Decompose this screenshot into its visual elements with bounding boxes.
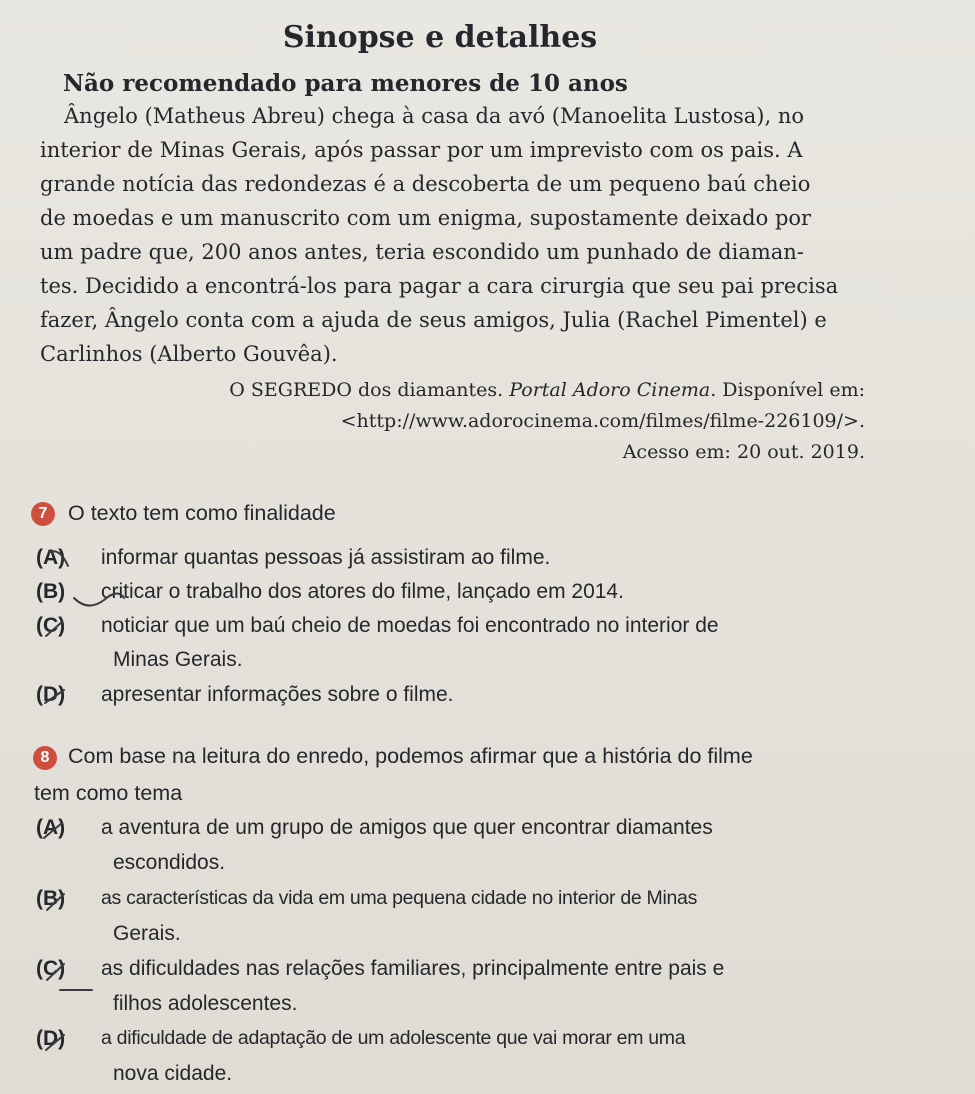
pencil-mark [44, 823, 62, 838]
pencil-mark [50, 551, 68, 566]
citation-line: O SEGREDO dos diamantes. Portal Adoro Cinema. Disponível em: [229, 379, 865, 401]
question-8-prompt-continuation: tem como tema [34, 781, 183, 805]
q7-option-a-letter: (A) [36, 546, 66, 569]
q8-option-b-letter: (B) [36, 887, 66, 910]
q8-option-b-continuation: Gerais. [113, 922, 181, 945]
q8-option-a: a aventura de um grupo de amigos que quer encontrar diamantes [101, 816, 713, 839]
synopsis-line: grande notícia das redondezas é a descoberta de um pequeno baú cheio [40, 172, 811, 196]
q8-option-a-continuation: escondidos. [113, 851, 226, 874]
q7-option-d-letter: (D) [36, 683, 66, 706]
question-8-badge: 8 [33, 746, 57, 770]
q8-option-c-continuation: filhos adolescentes. [113, 992, 298, 1015]
synopsis-line: tes. Decidido a encontrá-los para pagar a cara cirurgia que seu pai precisa [40, 274, 839, 298]
q7-option-b-letter: (B) [36, 580, 66, 603]
q7-option-c-continuation: Minas Gerais. [113, 648, 243, 671]
pencil-mark [46, 1035, 64, 1050]
synopsis-line: fazer, Ângelo conta com a ajuda de seus amigos, Julia (Rachel Pimentel) e [40, 308, 827, 332]
pencil-mark [47, 894, 64, 910]
q8-option-c-letter: (C) [36, 957, 66, 980]
synopsis-line: um padre que, 200 anos antes, teria escondido um punhado de diaman- [40, 240, 804, 264]
question-7-prompt: O texto tem como finalidade [68, 501, 336, 525]
pencil-mark [74, 593, 124, 605]
q8-option-c: as dificuldades nas relações familiares, principalmente entre pais e [101, 957, 725, 980]
synopsis-line: de moedas e um manuscrito com um enigma, supostamente deixado por [40, 206, 812, 230]
q7-option-c: noticiar que um baú cheio de moedas foi encontrado no interior de [101, 614, 719, 637]
q8-option-a-letter: (A) [36, 816, 66, 839]
question-8-prompt: Com base na leitura do enredo, podemos afirmar que a história do filme [68, 744, 753, 768]
q7-option-b: criticar o trabalho dos atores do filme, lançado em 2014. [101, 580, 624, 603]
age-rating: Não recomendado para menores de 10 anos [63, 70, 628, 97]
pencil-mark [46, 622, 62, 636]
q7-option-a: informar quantas pessoas já assistiram ao filme. [101, 546, 551, 569]
pencil-mark [47, 964, 64, 980]
synopsis-line: Ângelo (Matheus Abreu) chega à casa da avó (Manoelita Lustosa), no [64, 104, 805, 128]
q8-option-d-letter: (D) [36, 1027, 66, 1050]
q8-option-d-continuation: nova cidade. [113, 1062, 233, 1085]
q8-option-d: a dificuldade de adaptação de um adolescente que vai morar em uma [101, 1027, 686, 1049]
pencil-mark [45, 690, 64, 703]
synopsis-line: interior de Minas Gerais, após passar por um imprevisto com os pais. A [40, 138, 803, 162]
q7-option-d: apresentar informações sobre o filme. [101, 683, 454, 706]
q7-option-c-letter: (C) [36, 614, 66, 637]
section-title: Sinopse e detalhes [282, 20, 598, 55]
question-7-badge: 7 [31, 502, 55, 526]
q8-option-b: as características da vida em uma pequena cidade no interior de Minas [101, 887, 698, 909]
citation-access-date: Acesso em: 20 out. 2019. [622, 441, 865, 463]
publication-name: Portal Adoro Cinema [509, 379, 711, 401]
synopsis-line: Carlinhos (Alberto Gouvêa). [40, 342, 338, 366]
citation-url: <http://www.adorocinema.com/filmes/filme-226109/>. [340, 410, 865, 432]
